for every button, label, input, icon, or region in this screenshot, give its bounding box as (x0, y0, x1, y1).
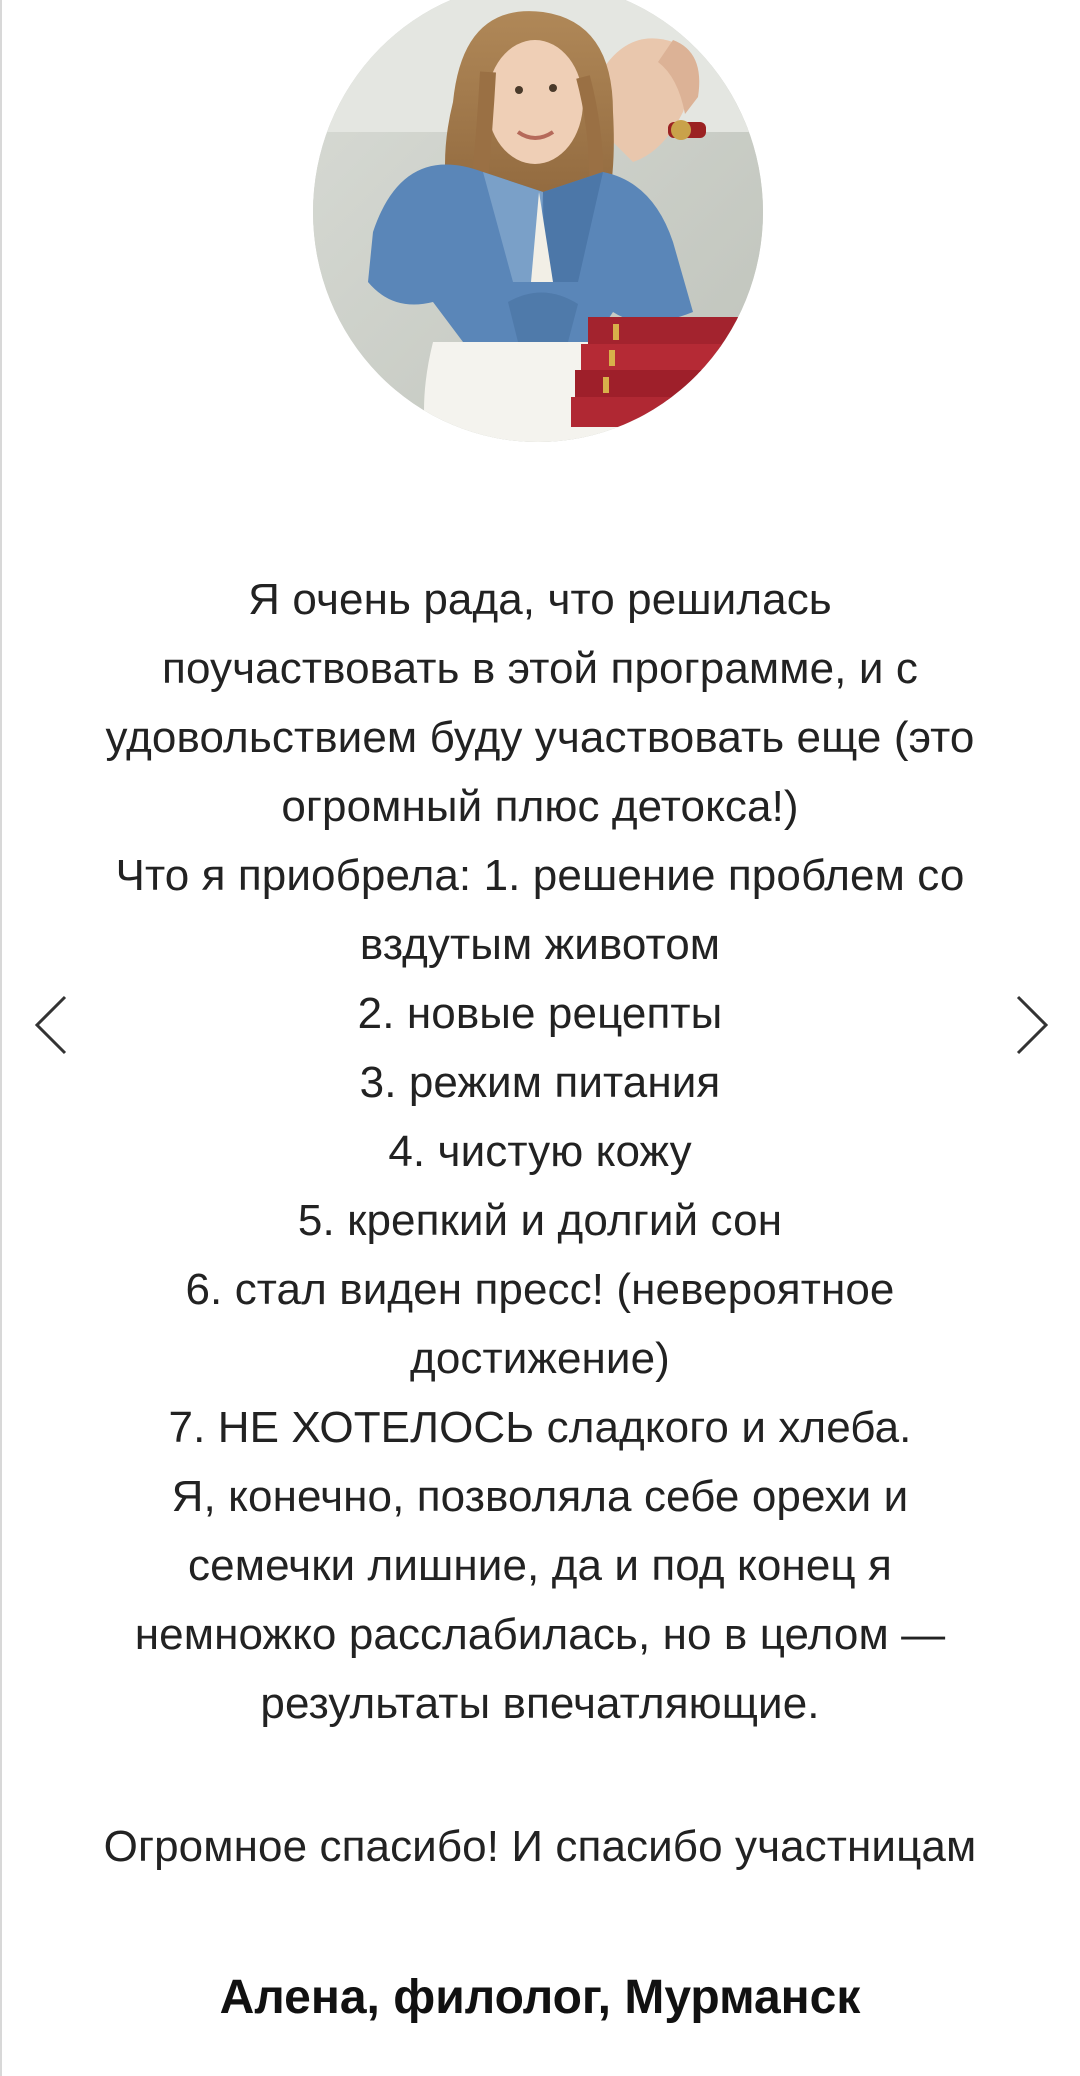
review-line: 6. стал виден пресс! (невероятное (185, 1265, 895, 1314)
chevron-right-icon (998, 985, 1058, 1065)
review-line: семечки лишние, да и под конец я (188, 1541, 892, 1590)
review-author: Алена, филолог, Мурманск (219, 1971, 861, 2024)
review-line: 2. новые рецепты (357, 989, 723, 1038)
review-line: вздутым животом (359, 920, 721, 969)
chevron-left-icon (25, 985, 85, 1065)
review-line: результаты впечатляющие. (260, 1679, 820, 1728)
review-line: 5. крепкий и долгий сон (297, 1196, 783, 1245)
carousel-prev-button[interactable] (25, 985, 85, 1065)
review-line: Я, конечно, позволяла себе орехи и (171, 1472, 909, 1521)
review-line: Я очень рада, что решилась (248, 575, 832, 624)
review-line: достижение) (410, 1334, 670, 1383)
review-text (50, 565, 1030, 1881)
review-line: удовольствием буду участвовать еще (это (105, 713, 975, 762)
reviewer-photo (313, 0, 763, 442)
review-closing: Огромное спасибо! И спасибо участницам (103, 1822, 977, 1871)
review-line: поучаствовать в этой программе, и с (162, 644, 918, 693)
review-line: 4. чистую кожу (388, 1127, 692, 1176)
review-line: Что я приобрела: 1. решение проблем со (115, 851, 965, 900)
review-line: огромный плюс детокса!) (281, 782, 799, 831)
page-left-border (0, 0, 2, 2076)
review-line: 3. режим питания (359, 1058, 721, 1107)
carousel-next-button[interactable] (998, 985, 1058, 1065)
review-line: немножко расслабилась, но в целом — (134, 1610, 946, 1659)
review-line: 7. НЕ ХОТЕЛОСЬ сладкого и хлеба. (168, 1403, 912, 1452)
paragraph-gap (50, 1738, 1030, 1812)
